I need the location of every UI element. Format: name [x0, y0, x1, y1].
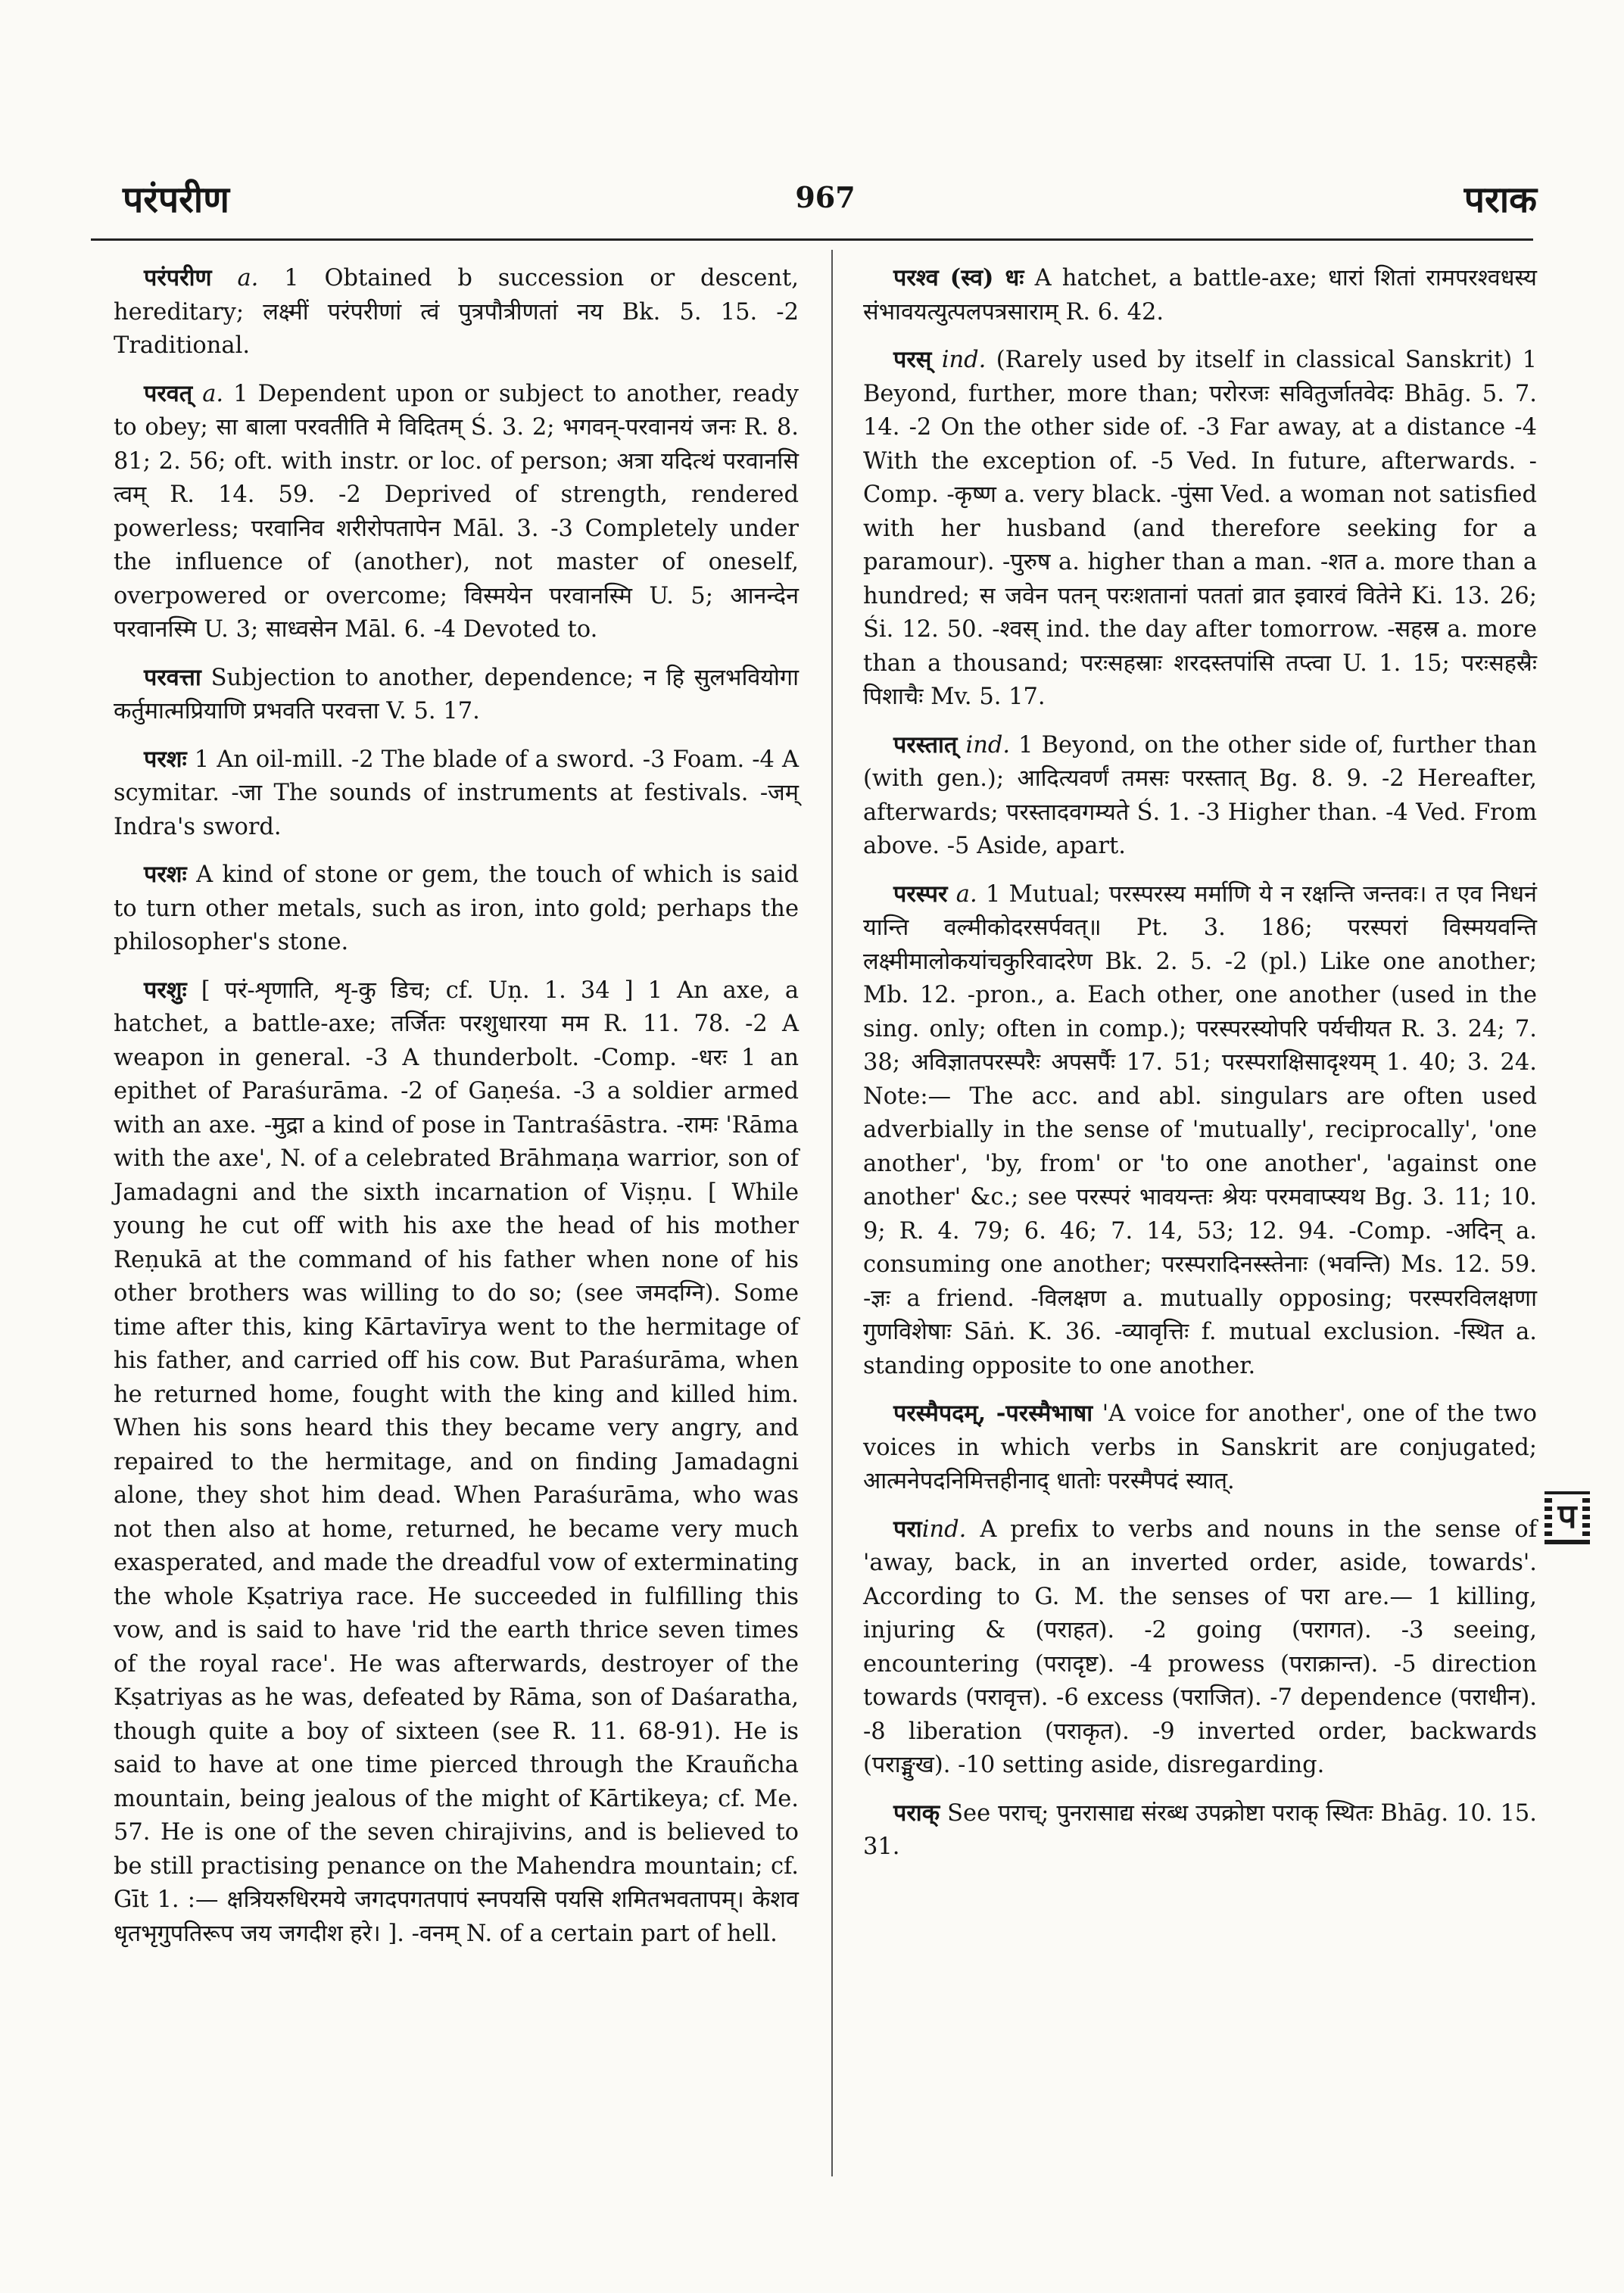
dictionary-entry	[114, 858, 799, 960]
headword: परशः	[144, 745, 187, 773]
column-divider	[831, 250, 833, 2176]
grammar-label: ind.	[941, 347, 987, 373]
headword: परशुः	[144, 976, 187, 1004]
headword: परशः	[144, 861, 187, 888]
dictionary-entry	[863, 728, 1537, 864]
dictionary-entry	[863, 261, 1537, 329]
dictionary-entry	[863, 1513, 1537, 1783]
right-column	[863, 261, 1537, 1878]
dictionary-entry	[114, 261, 799, 363]
headword: परश्व (स्व) धः	[893, 264, 1024, 291]
headword: परवत्	[144, 379, 193, 407]
headword: परस्मैपदम्, -परस्मैभाषा	[893, 1400, 1093, 1427]
headword: पराक्	[893, 1799, 940, 1827]
grammar-label: ind.	[921, 1516, 967, 1543]
headword: परवत्ता	[144, 663, 201, 691]
dictionary-entry	[114, 377, 799, 647]
thumb-index-letter: प	[1552, 1496, 1582, 1538]
grammar-label: ind.	[965, 731, 1011, 759]
left-column	[114, 261, 799, 1964]
grammar-label: a.	[955, 880, 977, 908]
headword: परंपरीण	[144, 264, 212, 291]
dictionary-entry	[114, 661, 799, 729]
entry-body: [ परं-शृणाति, शृ-कु डिच; cf. Uṇ. 1. 34 ] 1 An axe, a hatchet, a battle-axe; तर्जितः परशुधारया मम R. 11. 78. -2 A weapon in general. -3 A thunderbolt. -Comp. -धरः 1 an epithet of Paraśurāma. -2 of Gaṇeśa. -3 a soldier armed with an axe. -मुद्रा a kind of pose in Tantraśāstra. -रामः 'Rāma with the axe', N. of a celebrated Brāhmaṇa warrior, son of Jamadagni and the sixth incarnation of Viṣṇu. [ While young he cut off with his axe the head of his mother Reṇukā at the command of his father when none of his other brothers was willing to do so; (see जमदग्नि). Some time after this, king Kārtavīrya went to the hermitage of his father, and carried off his cow. But Paraśurāma, when he returned home, fought with the king and killed him. When his sons heard this they became very angry, and repaired to the hermitage, and on finding Jamadagni alone, they shot him dead. When Paraśurāma, who was not then also at home, returned, he became very much exasperated, and made the dreadful vow of exterminating the whole Kṣatriya race. He succeeded in fulfilling this vow, and is said to have 'rid the earth thrice seven times of the royal race'. He was afterwards, destroyer of the Kṣatriyas as he was, defeated by Rāma, son of Daśaratha, though quite a boy of sixteen (see R. 11. 68-91). He is said to have at one time pierced through the Krauñcha mountain, being jealous of the might of Kārtikeya; cf. Me. 57. He is one of the seven chirajivins, and is believed to be still practising penance on the Mahendra mountain; cf. Gīt 1. :— क्षत्रियरुधिरमये जगदपगतपापं स्नपयसि पयसि शमितभवतापम्। केशव धृतभृगुपतिरूप जय जगदीश हरे। ]. -वनम् N. of a certain part of hell.	[114, 977, 799, 1947]
entry-body: 1 Beyond, on the other side of, further than (with gen.); आदित्यवर्णं तमसः परस्तात् Bg. 8. 9. -2 Hereafter, afterwards; परस्तादवगम्यते Ś. 1. -3 Higher than. -4 Ved. From above. -5 Aside, apart.	[863, 731, 1537, 859]
dictionary-entry	[863, 877, 1537, 1384]
page-header	[114, 174, 1537, 227]
headword: परा	[893, 1515, 922, 1543]
entry-body: A hatchet, a battle-axe; धारां शितां रामपरश्वधस्य संभावयत्युत्पलपत्रसाराम् R. 6. 42.	[863, 265, 1538, 326]
dictionary-entry	[863, 1796, 1537, 1865]
left-guideword: परंपरीण	[123, 179, 229, 221]
entry-body: 1 Dependent upon or subject to another, ready to obey; सा बाला परवतीति मे विदितम् Ś. 3. 2; भगवन्-परवानयं जनः R. 8. 81; 2. 56; oft. with instr. or loc. of person; अत्रा यदित्थं परवानसि त्वम् R. 14. 59. -2 Deprived of strength, rendered powerless; परवानिव शरीरोपतापेन Māl. 3. -3 Completely under the influence of (another), not master of oneself, overpowered or overcome; विस्मयेन परवानस्मि U. 5; आनन्देन परवानस्मि U. 3; साध्वसेन Māl. 6. -4 Devoted to.	[114, 380, 799, 643]
headword: परस्तात्	[893, 731, 958, 759]
dictionary-entry	[863, 1397, 1537, 1499]
entry-body: 1 Mutual; परस्परस्य मर्माणि ये न रक्षन्ति जन्तवः। त एव निधनं यान्ति वल्मीकोदरसर्पवत्॥ Pt. 3. 186; परस्परां विस्मयवन्ति लक्ष्मीमालोकयांचकुरिवादरेण Bk. 2. 5. -2 (pl.) Like one another; Mb. 12. -pron., a. Each other, one another (used in the sing. only; often in comp.); परस्परस्योपरि पर्यचीयत R. 3. 24; 7. 38; अविज्ञातपरस्परैः अपसर्पैः 17. 51; परस्पराक्षिसादृश्यम् 1. 40; 3. 24. Note:— The acc. and abl. singulars are often used adverbially in the sense of 'mutually', reciprocally', 'one another', 'by, from' or 'to one another', 'against one another' &c.; see परस्परं भावयन्तः श्रेयः परमवाप्स्यथ Bg. 3. 11; 10. 9; R. 4. 79; 6. 46; 7. 14, 53; 12. 94. -Comp. -अदिन् a. consuming one another; परस्परादिनस्स्तेनाः (भवन्ति) Ms. 12. 59. -ज्ञः a friend. -विलक्षण a. mutually opposing; परस्परविलक्षणा गुणविशेषाः Sāṅ. K. 36. -व्यावृत्तिः f. mutual exclusion. -स्थित a. standing opposite to one another.	[863, 880, 1537, 1379]
entry-body: 1 An oil-mill. -2 The blade of a sword. -3 Foam. -4 A scymitar. -जा The sounds of instruments at festivals. -जम् Indra's sword.	[114, 746, 799, 840]
header-rule	[91, 238, 1533, 241]
page-number: 967	[795, 180, 856, 214]
grammar-label: a.	[237, 265, 259, 291]
dictionary-entry	[114, 974, 799, 1952]
headword: परस्	[893, 346, 932, 373]
dictionary-entry	[863, 343, 1537, 715]
entry-body: 'A voice for another', one of the two voices in which verbs in Sanskrit are conjugated; आत्मनेपदनिमित्तहीनाद् धातोः परस्मैपदं स्यात्.	[863, 1400, 1537, 1494]
entry-body: A prefix to verbs and nouns in the sense of 'away, back, in an inverted order, aside, towards'. According to G. M. the senses of परा are.— 1 killing, injuring & (पराहत). -2 going (परागत). -3 seeing, encountering (परादृष्ट). -4 prowess (पराक्रान्त). -5 direction towards (परावृत्त). -6 excess (पराजित). -7 dependence (पराधीन). -8 liberation (पराकृत). -9 inverted order, backwards (पराङ्मुख). -10 setting aside, disregarding.	[863, 1516, 1537, 1778]
thumb-index-tab	[1545, 1491, 1590, 1544]
grammar-label: a.	[202, 380, 224, 407]
entry-body: 1 Obtained b succession or descent, hereditary; लक्ष्मीं परंपरीणां त्वं पुत्रपौत्रीणतां नय Bk. 5. 15. -2 Traditional.	[114, 265, 799, 359]
entry-body: See पराच्; पुनरासाद्य संरब्ध उपक्रोष्टा पराक् स्थितः Bhāg. 10. 15. 31.	[863, 1799, 1537, 1860]
entry-body: Subjection to another, dependence; न हि सुलभवियोगा कर्तुमात्मप्रियाणि प्रभवति परवत्ता V. 5. 17.	[114, 664, 799, 724]
headword: परस्पर	[893, 880, 948, 908]
right-guideword: पराक	[1463, 179, 1537, 221]
entry-body: A kind of stone or gem, the touch of which is said to turn other metals, such as iron, into gold; perhaps the philosopher's stone.	[114, 861, 799, 955]
entry-body: (Rarely used by itself in classical Sanskrit) 1 Beyond, further, more than; परोरजः सवितुर्जातवेदः Bhāg. 5. 7. 14. -2 On the other side of. -3 Far away, at a distance -4 With the exception of. -5 Ved. In future, afterwards. -Comp. -कृष्ण a. very black. -पुंसा Ved. a woman not satisfied with her husband (and therefore seeking for a paramour). -पुरुष a. higher than a man. -शत a. more than a hundred; स जवेन पतन् परःशतानां पततां व्रात इवारवं वितेने Ki. 13. 26; Śi. 12. 50. -श्वस् ind. the day after tomorrow. -सहस्र a. more than a thousand; परःसहस्राः शरदस्तपांसि तप्त्वा U. 1. 15; परःसहस्रैः पिशाचैः Mv. 5. 17.	[863, 347, 1537, 710]
dictionary-entry	[114, 743, 799, 845]
